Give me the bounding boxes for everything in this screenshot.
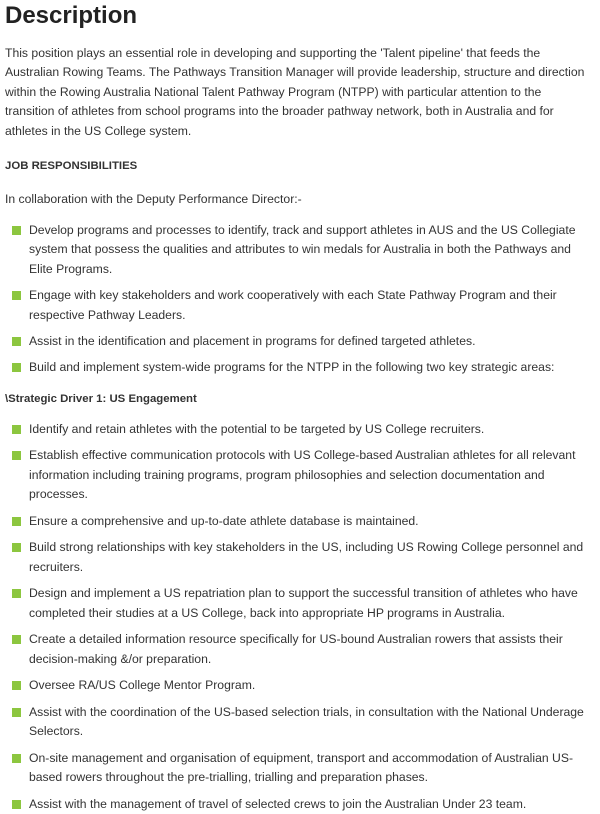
list-item-text: Ensure a comprehensive and up-to-date athlete database is maintained. <box>29 513 419 528</box>
list-item <box>5 420 595 439</box>
list-item <box>5 676 595 695</box>
square-bullet-icon <box>12 425 21 434</box>
square-bullet-icon <box>12 635 21 644</box>
list-item-text: Establish effective communication protocols with US College-based Australian athletes for all relevant information including training programs, program philosophies and selection documentation and processes. <box>29 448 576 502</box>
list-item-text: Oversee RA/US College Mentor Program. <box>29 678 256 693</box>
list-item <box>5 795 595 814</box>
square-bullet-icon <box>12 708 21 717</box>
square-bullet-icon <box>12 363 21 372</box>
list-item-text: Build and implement system-wide programs for the NTPP in the following two key strategic areas: <box>29 360 555 375</box>
responsibilities-lead: In collaboration with the Deputy Performance Director:- <box>5 192 302 207</box>
list-item-text: Design and implement a US repatriation plan to support the successful transition of athletes who have completed their studies at a US College, back into appropriate HP programs in Australia. <box>29 586 578 620</box>
square-bullet-icon <box>12 517 21 526</box>
strategic-driver-heading: \Strategic Driver 1: US Engagement <box>5 392 197 405</box>
list-item-text: Assist in the identification and placement in programs for defined targeted athletes. <box>29 334 476 349</box>
square-bullet-icon <box>12 681 21 690</box>
list-item-text: On-site management and organisation of equipment, transport and accommodation of Australian US-based rowers throughout the pre-trialling, trialling and preparation phases. <box>29 751 574 785</box>
list-item-text: Assist with the coordination of the US-based selection trials, in consultation with the National Underage Selectors. <box>29 705 584 739</box>
list-item <box>5 512 595 531</box>
list-item <box>5 286 595 325</box>
list-item-text: Engage with key stakeholders and work cooperatively with each State Pathway Program and their respective Pathway Leaders. <box>29 288 557 322</box>
list-item <box>5 221 595 279</box>
list-item <box>5 446 595 504</box>
intro-paragraph: This position plays an essential role in developing and supporting the 'Talent pipeline' that feeds the Australian Rowing Teams. The Pathways Transition Manager will provide leadership, structure and direction within the Rowing Australia National Talent Pathway Program (NTPP) with particular attention to the transition of athletes from school programs into the broader pathway network, both in Australia and for athletes in the US College system. <box>5 46 585 138</box>
list-item-text: Assist with the management of travel of selected crews to join the Australian Under 23 team. <box>29 797 527 812</box>
square-bullet-icon <box>12 800 21 809</box>
list-item-text: Develop programs and processes to identify, track and support athletes in AUS and the US Collegiate system that possess the qualities and attributes to win medals for Australia in both the Pathways and Elite Programs. <box>29 223 576 276</box>
square-bullet-icon <box>12 589 21 598</box>
list-item <box>5 749 595 788</box>
square-bullet-icon <box>12 451 21 460</box>
square-bullet-icon <box>12 337 21 346</box>
square-bullet-icon <box>12 543 21 552</box>
job-responsibilities-heading: JOB RESPONSIBILITIES <box>5 160 138 173</box>
square-bullet-icon <box>12 754 21 763</box>
list-item <box>5 630 595 669</box>
square-bullet-icon <box>12 226 21 235</box>
square-bullet-icon <box>12 291 21 300</box>
page-title: Description <box>5 2 138 29</box>
list-item <box>5 584 595 623</box>
list-item <box>5 332 595 351</box>
list-item-text: Identify and retain athletes with the potential to be targeted by US College recruiters. <box>29 421 485 436</box>
list-item-text: Create a detailed information resource specifically for US-bound Australian rowers that assists their decision-making &/or preparation. <box>29 632 563 666</box>
list-item <box>5 358 595 377</box>
responsibilities-list <box>5 221 600 378</box>
list-item <box>5 538 595 577</box>
strategic-driver-list <box>5 420 600 814</box>
list-item <box>5 703 595 742</box>
list-item-text: Build strong relationships with key stakeholders in the US, including US Rowing College personnel and recruiters. <box>29 540 584 574</box>
